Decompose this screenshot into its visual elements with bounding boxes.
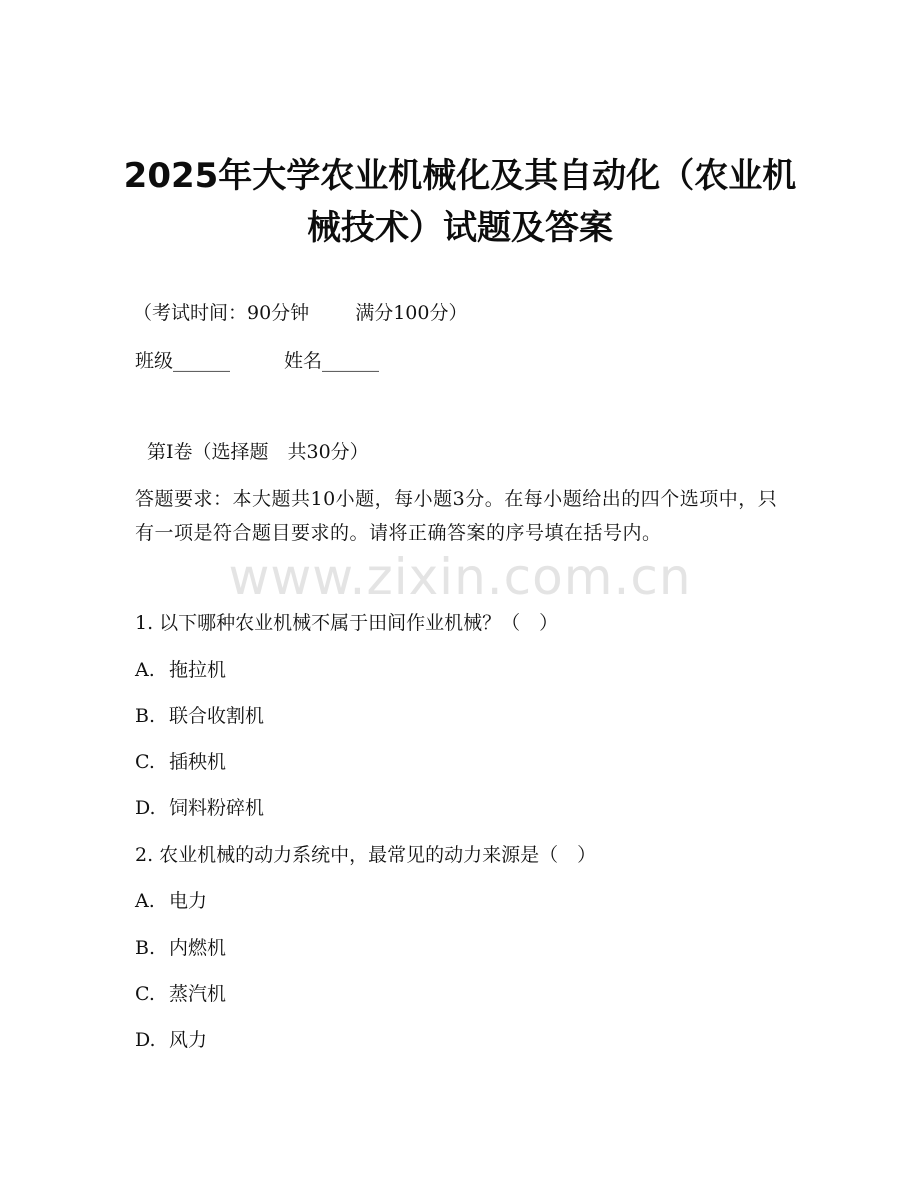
option-text: 蒸汽机: [169, 983, 227, 1005]
option-text: 内燃机: [169, 937, 227, 959]
option-letter: D.: [135, 797, 156, 819]
question-1-stem: 1. 以下哪种农业机械不属于田间作业机械？（ ）: [135, 612, 559, 634]
document-title: [100, 150, 820, 254]
question-2-stem: 2. 农业机械的动力系统中，最常见的动力来源是（ ）: [135, 844, 597, 866]
option-text: 拖拉机: [169, 659, 227, 681]
question-2-option-b: [135, 934, 226, 962]
question-1-option-d: [135, 794, 264, 822]
question-2-option-d: [135, 1026, 207, 1054]
watermark: www.zixin.com.cn: [228, 548, 692, 606]
question-2-option-c: [135, 980, 226, 1008]
question-1-option-a: [135, 656, 226, 684]
option-letter: B.: [135, 937, 156, 959]
full-score: 满分100分）: [355, 302, 468, 324]
question-1-option-b: [135, 702, 264, 730]
option-letter: B.: [135, 705, 156, 727]
instructions: 答题要求：本大题共10小题，每小题3分。在每小题给出的四个选项中，只有一项是符合题目要求的。请将正确答案的序号填在括号内。: [135, 488, 778, 544]
class-field: 班级______: [135, 350, 231, 372]
option-letter: C.: [135, 983, 155, 1005]
option-text: 风力: [169, 1029, 208, 1051]
name-field: 姓名______: [284, 350, 380, 372]
exam-info: [133, 299, 467, 327]
question-1-option-c: [135, 748, 226, 776]
question-2-option-a: [135, 887, 207, 915]
option-letter: C.: [135, 751, 155, 773]
title-line-2: 械技术）试题及答案: [307, 208, 613, 248]
option-letter: A.: [135, 659, 155, 681]
student-info: [135, 347, 379, 375]
option-letter: D.: [135, 1029, 156, 1051]
option-letter: A.: [135, 890, 155, 912]
option-text: 饲料粉碎机: [169, 797, 265, 819]
title-line-1: 2025年大学农业机械化及其自动化（农业机: [123, 156, 797, 196]
option-text: 电力: [169, 890, 208, 912]
option-text: 联合收割机: [169, 705, 265, 727]
exam-time: （考试时间：90分钟: [133, 302, 310, 324]
section-heading: 第I卷（选择题 共30分）: [147, 441, 369, 463]
option-text: 插秧机: [169, 751, 227, 773]
